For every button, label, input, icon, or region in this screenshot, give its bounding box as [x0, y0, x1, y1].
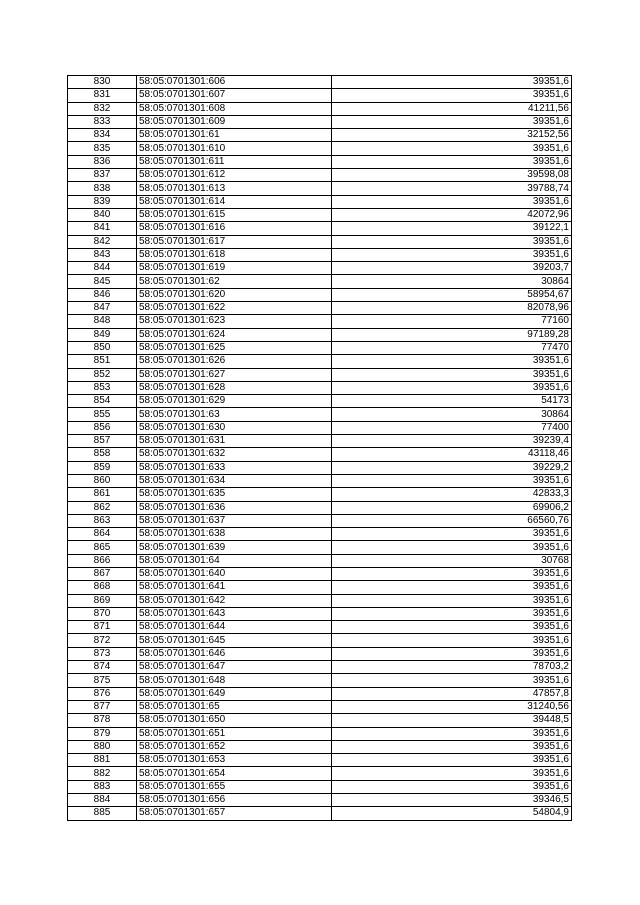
cadastral-number-cell: 58:05:0701301:65: [137, 700, 332, 713]
value-cell: 39229,2: [332, 461, 572, 474]
value-cell: 39788,74: [332, 182, 572, 195]
table-row: [68, 302, 572, 315]
table-row: [68, 235, 572, 248]
table-row: [68, 780, 572, 793]
cadastral-number-cell: 58:05:0701301:617: [137, 235, 332, 248]
cadastral-number-cell: 58:05:0701301:606: [137, 76, 332, 89]
table-row: [68, 448, 572, 461]
row-number-cell: 870: [68, 607, 137, 620]
cadastral-number-cell: 58:05:0701301:637: [137, 514, 332, 527]
row-number-cell: 844: [68, 262, 137, 275]
value-cell: 39239,4: [332, 435, 572, 448]
row-number-cell: 837: [68, 169, 137, 182]
cadastral-number-cell: 58:05:0701301:618: [137, 248, 332, 261]
row-number-cell: 832: [68, 102, 137, 115]
value-cell: 82078,96: [332, 302, 572, 315]
table-row: [68, 794, 572, 807]
cadastral-number-cell: 58:05:0701301:656: [137, 794, 332, 807]
value-cell: 39351,6: [332, 634, 572, 647]
cadastral-number-cell: 58:05:0701301:643: [137, 607, 332, 620]
row-number-cell: 839: [68, 195, 137, 208]
cadastral-number-cell: 58:05:0701301:609: [137, 115, 332, 128]
row-number-cell: 848: [68, 315, 137, 328]
cadastral-number-cell: 58:05:0701301:614: [137, 195, 332, 208]
cadastral-number-cell: 58:05:0701301:653: [137, 754, 332, 767]
cadastral-number-cell: 58:05:0701301:63: [137, 408, 332, 421]
value-cell: 39351,6: [332, 780, 572, 793]
row-number-cell: 859: [68, 461, 137, 474]
row-number-cell: 834: [68, 129, 137, 142]
cadastral-value-table: [67, 75, 572, 821]
table-row: [68, 581, 572, 594]
cadastral-number-cell: 58:05:0701301:610: [137, 142, 332, 155]
row-number-cell: 880: [68, 740, 137, 753]
cadastral-number-cell: 58:05:0701301:651: [137, 727, 332, 740]
table-row: [68, 501, 572, 514]
cadastral-number-cell: 58:05:0701301:624: [137, 328, 332, 341]
table-row: [68, 807, 572, 820]
row-number-cell: 858: [68, 448, 137, 461]
cadastral-number-cell: 58:05:0701301:61: [137, 129, 332, 142]
value-cell: 39351,6: [332, 607, 572, 620]
row-number-cell: 846: [68, 288, 137, 301]
row-number-cell: 863: [68, 514, 137, 527]
row-number-cell: 838: [68, 182, 137, 195]
value-cell: 39351,6: [332, 142, 572, 155]
row-number-cell: 857: [68, 435, 137, 448]
row-number-cell: 867: [68, 567, 137, 580]
value-cell: 66560,76: [332, 514, 572, 527]
cadastral-number-cell: 58:05:0701301:646: [137, 647, 332, 660]
row-number-cell: 840: [68, 208, 137, 221]
row-number-cell: 836: [68, 155, 137, 168]
cadastral-number-cell: 58:05:0701301:629: [137, 395, 332, 408]
table-row: [68, 767, 572, 780]
row-number-cell: 875: [68, 674, 137, 687]
value-cell: 39351,6: [332, 754, 572, 767]
row-number-cell: 883: [68, 780, 137, 793]
value-cell: 39351,6: [332, 674, 572, 687]
value-cell: 32152,56: [332, 129, 572, 142]
value-cell: 77470: [332, 341, 572, 354]
row-number-cell: 853: [68, 381, 137, 394]
row-number-cell: 884: [68, 794, 137, 807]
row-number-cell: 878: [68, 714, 137, 727]
table-row: [68, 355, 572, 368]
table-row: [68, 514, 572, 527]
row-number-cell: 871: [68, 621, 137, 634]
table-row: [68, 554, 572, 567]
value-cell: 39351,6: [332, 541, 572, 554]
value-cell: 39351,6: [332, 740, 572, 753]
table-row: [68, 541, 572, 554]
value-cell: 39351,6: [332, 235, 572, 248]
table-row: [68, 115, 572, 128]
table-row: [68, 607, 572, 620]
row-number-cell: 842: [68, 235, 137, 248]
cadastral-number-cell: 58:05:0701301:638: [137, 528, 332, 541]
table-row: [68, 647, 572, 660]
value-cell: 30864: [332, 275, 572, 288]
row-number-cell: 833: [68, 115, 137, 128]
table-row: [68, 169, 572, 182]
value-cell: 30768: [332, 554, 572, 567]
value-cell: 39448,5: [332, 714, 572, 727]
cadastral-number-cell: 58:05:0701301:630: [137, 421, 332, 434]
value-cell: 39203,7: [332, 262, 572, 275]
cadastral-number-cell: 58:05:0701301:619: [137, 262, 332, 275]
cadastral-number-cell: 58:05:0701301:64: [137, 554, 332, 567]
cadastral-number-cell: 58:05:0701301:650: [137, 714, 332, 727]
table-row: [68, 315, 572, 328]
cadastral-number-cell: 58:05:0701301:654: [137, 767, 332, 780]
table-row: [68, 714, 572, 727]
value-cell: 43118,46: [332, 448, 572, 461]
value-cell: 42833,3: [332, 488, 572, 501]
value-cell: 77160: [332, 315, 572, 328]
value-cell: 39351,6: [332, 155, 572, 168]
table-row: [68, 275, 572, 288]
cadastral-number-cell: 58:05:0701301:649: [137, 687, 332, 700]
cadastral-number-cell: 58:05:0701301:628: [137, 381, 332, 394]
table-row: [68, 341, 572, 354]
value-cell: 69906,2: [332, 501, 572, 514]
value-cell: 39351,6: [332, 368, 572, 381]
cadastral-number-cell: 58:05:0701301:640: [137, 567, 332, 580]
cadastral-number-cell: 58:05:0701301:626: [137, 355, 332, 368]
table-row: [68, 208, 572, 221]
value-cell: 31240,56: [332, 700, 572, 713]
table-row: [68, 248, 572, 261]
row-number-cell: 847: [68, 302, 137, 315]
table-row: [68, 740, 572, 753]
cadastral-number-cell: 58:05:0701301:612: [137, 169, 332, 182]
table-row: [68, 528, 572, 541]
cadastral-number-cell: 58:05:0701301:635: [137, 488, 332, 501]
cadastral-number-cell: 58:05:0701301:620: [137, 288, 332, 301]
value-cell: 39351,6: [332, 115, 572, 128]
table-row: [68, 222, 572, 235]
row-number-cell: 872: [68, 634, 137, 647]
value-cell: 39351,6: [332, 767, 572, 780]
cadastral-number-cell: 58:05:0701301:625: [137, 341, 332, 354]
row-number-cell: 855: [68, 408, 137, 421]
cadastral-number-cell: 58:05:0701301:613: [137, 182, 332, 195]
cadastral-number-cell: 58:05:0701301:639: [137, 541, 332, 554]
table-row: [68, 155, 572, 168]
table-row: [68, 182, 572, 195]
value-cell: 39351,6: [332, 76, 572, 89]
value-cell: 39346,5: [332, 794, 572, 807]
table-row: [68, 474, 572, 487]
value-cell: 77400: [332, 421, 572, 434]
row-number-cell: 831: [68, 89, 137, 102]
row-number-cell: 868: [68, 581, 137, 594]
cadastral-number-cell: 58:05:0701301:645: [137, 634, 332, 647]
table-row: [68, 687, 572, 700]
row-number-cell: 845: [68, 275, 137, 288]
cadastral-number-cell: 58:05:0701301:615: [137, 208, 332, 221]
table-row: [68, 328, 572, 341]
row-number-cell: 849: [68, 328, 137, 341]
cadastral-number-cell: 58:05:0701301:631: [137, 435, 332, 448]
table-row: [68, 408, 572, 421]
row-number-cell: 885: [68, 807, 137, 820]
value-cell: 42072,96: [332, 208, 572, 221]
cadastral-number-cell: 58:05:0701301:641: [137, 581, 332, 594]
cadastral-number-cell: 58:05:0701301:608: [137, 102, 332, 115]
table-row: [68, 488, 572, 501]
row-number-cell: 873: [68, 647, 137, 660]
cadastral-number-cell: 58:05:0701301:633: [137, 461, 332, 474]
table-row: [68, 727, 572, 740]
row-number-cell: 850: [68, 341, 137, 354]
cadastral-number-cell: 58:05:0701301:642: [137, 594, 332, 607]
row-number-cell: 861: [68, 488, 137, 501]
row-number-cell: 879: [68, 727, 137, 740]
row-number-cell: 881: [68, 754, 137, 767]
table-body: [68, 76, 572, 821]
row-number-cell: 877: [68, 700, 137, 713]
table-row: [68, 674, 572, 687]
value-cell: 54804,9: [332, 807, 572, 820]
row-number-cell: 876: [68, 687, 137, 700]
value-cell: 30864: [332, 408, 572, 421]
table-row: [68, 700, 572, 713]
table-row: [68, 421, 572, 434]
table-row: [68, 395, 572, 408]
value-cell: 39351,6: [332, 528, 572, 541]
table-row: [68, 129, 572, 142]
cadastral-number-cell: 58:05:0701301:622: [137, 302, 332, 315]
table-row: [68, 435, 572, 448]
table-row: [68, 142, 572, 155]
table-row: [68, 594, 572, 607]
value-cell: 97189,28: [332, 328, 572, 341]
row-number-cell: 866: [68, 554, 137, 567]
table-row: [68, 567, 572, 580]
cadastral-number-cell: 58:05:0701301:647: [137, 661, 332, 674]
cadastral-number-cell: 58:05:0701301:607: [137, 89, 332, 102]
value-cell: 39351,6: [332, 727, 572, 740]
row-number-cell: 852: [68, 368, 137, 381]
value-cell: 39351,6: [332, 581, 572, 594]
row-number-cell: 830: [68, 76, 137, 89]
row-number-cell: 843: [68, 248, 137, 261]
table-row: [68, 288, 572, 301]
value-cell: 39351,6: [332, 594, 572, 607]
table-row: [68, 461, 572, 474]
table-row: [68, 195, 572, 208]
cadastral-number-cell: 58:05:0701301:627: [137, 368, 332, 381]
row-number-cell: 841: [68, 222, 137, 235]
cadastral-number-cell: 58:05:0701301:623: [137, 315, 332, 328]
cadastral-number-cell: 58:05:0701301:655: [137, 780, 332, 793]
cadastral-number-cell: 58:05:0701301:611: [137, 155, 332, 168]
cadastral-number-cell: 58:05:0701301:632: [137, 448, 332, 461]
cadastral-number-cell: 58:05:0701301:652: [137, 740, 332, 753]
row-number-cell: 869: [68, 594, 137, 607]
row-number-cell: 864: [68, 528, 137, 541]
value-cell: 39351,6: [332, 355, 572, 368]
value-cell: 54173: [332, 395, 572, 408]
row-number-cell: 862: [68, 501, 137, 514]
cadastral-number-cell: 58:05:0701301:657: [137, 807, 332, 820]
value-cell: 47857,8: [332, 687, 572, 700]
table-row: [68, 661, 572, 674]
cadastral-number-cell: 58:05:0701301:616: [137, 222, 332, 235]
row-number-cell: 856: [68, 421, 137, 434]
cadastral-number-cell: 58:05:0701301:644: [137, 621, 332, 634]
value-cell: 39351,6: [332, 248, 572, 261]
table-row: [68, 381, 572, 394]
value-cell: 39351,6: [332, 567, 572, 580]
row-number-cell: 874: [68, 661, 137, 674]
cadastral-number-cell: 58:05:0701301:634: [137, 474, 332, 487]
row-number-cell: 835: [68, 142, 137, 155]
row-number-cell: 851: [68, 355, 137, 368]
cadastral-number-cell: 58:05:0701301:62: [137, 275, 332, 288]
value-cell: 39351,6: [332, 195, 572, 208]
table-row: [68, 102, 572, 115]
row-number-cell: 865: [68, 541, 137, 554]
table-row: [68, 634, 572, 647]
value-cell: 39351,6: [332, 89, 572, 102]
table-row: [68, 621, 572, 634]
table-row: [68, 754, 572, 767]
value-cell: 39351,6: [332, 381, 572, 394]
value-cell: 39351,6: [332, 647, 572, 660]
row-number-cell: 860: [68, 474, 137, 487]
row-number-cell: 882: [68, 767, 137, 780]
value-cell: 39351,6: [332, 621, 572, 634]
table-row: [68, 368, 572, 381]
table-row: [68, 262, 572, 275]
cadastral-number-cell: 58:05:0701301:648: [137, 674, 332, 687]
table-row: [68, 89, 572, 102]
row-number-cell: 854: [68, 395, 137, 408]
value-cell: 58954,67: [332, 288, 572, 301]
value-cell: 39351,6: [332, 474, 572, 487]
value-cell: 39122,1: [332, 222, 572, 235]
value-cell: 39598,08: [332, 169, 572, 182]
table-row: [68, 76, 572, 89]
value-cell: 78703,2: [332, 661, 572, 674]
cadastral-number-cell: 58:05:0701301:636: [137, 501, 332, 514]
value-cell: 41211,56: [332, 102, 572, 115]
